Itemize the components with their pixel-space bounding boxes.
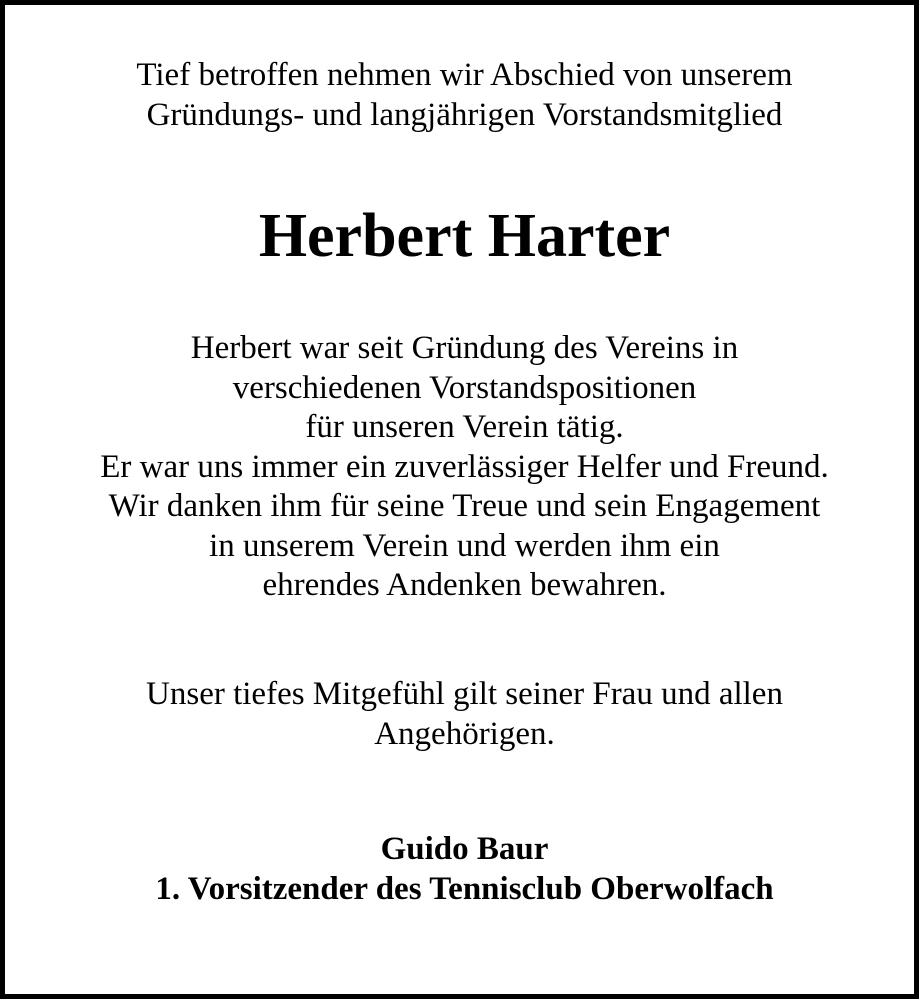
tribute-line-2: verschiedenen Vorstandspositionen — [232, 369, 697, 406]
condolence-line-1: Unser tiefes Mitgefühl gilt seiner Frau und allen — [146, 676, 783, 712]
intro-line-1: Tief betroffen nehmen wir Abschied von unserem — [136, 57, 793, 93]
deceased-name: Herbert Harter — [258, 202, 671, 270]
condolence-text — [5, 675, 919, 754]
tribute-line-4: Er war uns immer ein zuverlässiger Helfer und Freund. — [100, 448, 829, 485]
tribute-line-7: ehrendes Andenken bewahren. — [262, 567, 667, 603]
tribute-line-1: Herbert war seit Gründung des Vereins in — [190, 330, 739, 366]
tribute-line-3: für unseren Verein tätig. — [305, 409, 624, 445]
signature-title: 1. Vorsitzender des Tennisclub Oberwolfach — [155, 870, 774, 907]
signature-name: Guido Baur — [380, 831, 549, 867]
tribute-line-5: Wir danken ihm für seine Treue und sein Engagement — [108, 488, 821, 524]
tribute-line-6: in unserem Verein und werden ihm ein — [209, 527, 720, 564]
signature-block — [5, 830, 919, 909]
tribute-text — [5, 329, 919, 606]
intro-line-2: Gründungs- und langjährigen Vorstandsmitglied — [146, 97, 783, 133]
condolence-line-2: Angehörigen. — [374, 715, 555, 752]
intro-text — [5, 55, 919, 135]
